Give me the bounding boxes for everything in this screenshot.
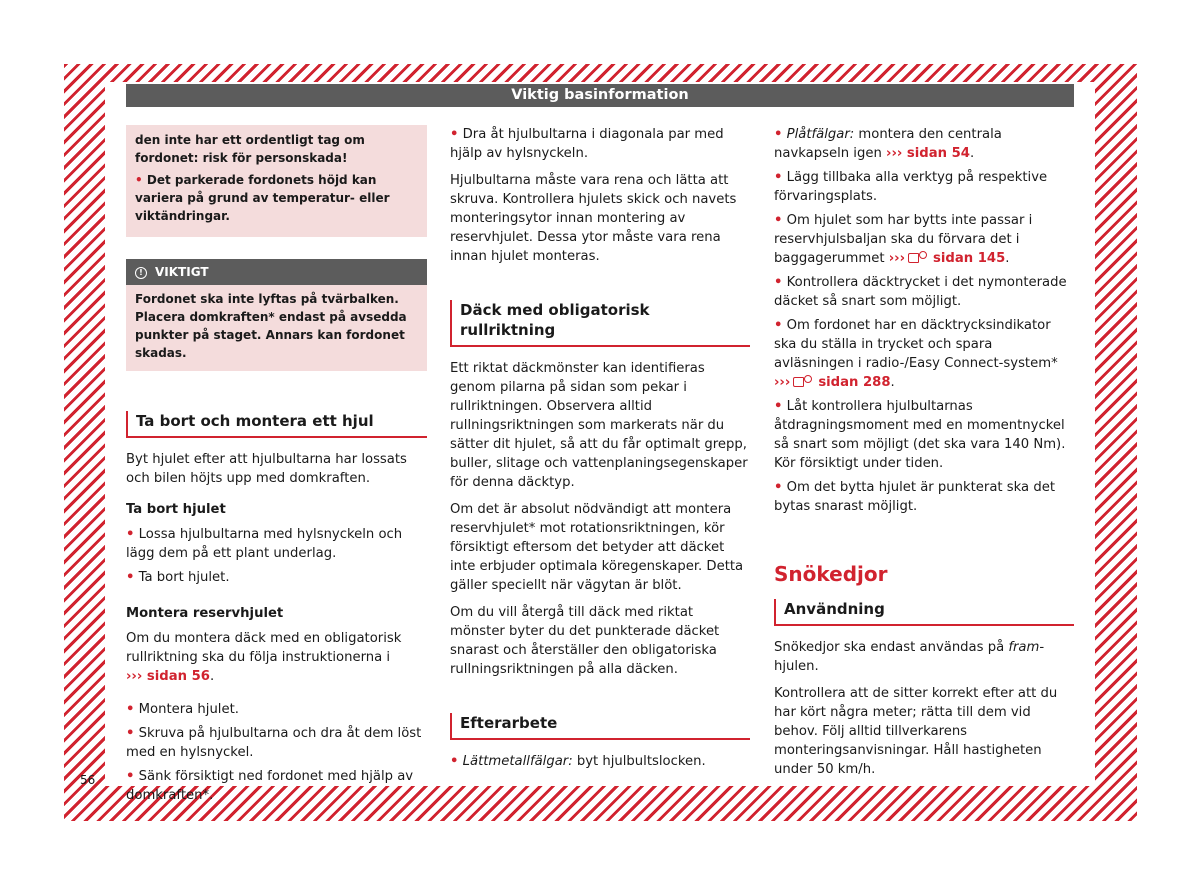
list-item: • Lägg tillbaka alla verktyg på respektive förvaringsplats.	[774, 170, 1048, 204]
list-item: • Om fordonet har en däcktrycksindikator ska du ställa in trycket och spara avläsningen i radio-/Easy Connect-system* ››› sidan 288.	[774, 318, 1058, 390]
warning-continued-text: den inte har ett ordentligt tag om fordonet: risk för personskada!	[135, 133, 365, 165]
column-left	[126, 125, 427, 810]
important-label: VIKTIGT	[155, 265, 209, 279]
list-item: • Om det bytta hjulet är punkterat ska det bytas snarast möjligt.	[774, 480, 1055, 514]
section-title-directional-tyres: Däck med obligatorisk rullriktning	[450, 300, 750, 347]
list-item: • Låt kontrollera hjulbultarnas åtdragningsmoment med en momentnyckel så snart som möjligt (det ska vara 140 Nm). Kör försiktigt under tiden.	[774, 399, 1066, 471]
column-middle	[450, 125, 750, 776]
subheading-remove-wheel: Ta bort hjulet	[126, 502, 226, 517]
important-notice	[126, 259, 427, 371]
section-title-usage: Användning	[774, 599, 1074, 626]
section-title-remove-mount: Ta bort och montera ett hjul	[126, 411, 427, 438]
section-intro: Byt hjulet efter att hjulbultarna har lossats och bilen höjts upp med domkraften.	[126, 452, 407, 486]
important-notice-text: Fordonet ska inte lyftas på tvärbalken. Placera domkraften* endast på avsedda punkter på staget. Annars kan fordonet skadas.	[126, 285, 427, 371]
paragraph: Kontrollera att de sitter korrekt efter att du har kört några meter; rätta till dem vid behov. Följ alltid tillverkarens monteringsanvisningar. Håll hastigheten under 50 km/h.	[774, 686, 1058, 777]
list-item: • Montera hjulet.	[126, 702, 239, 717]
chapter-title-snow-chains: Snökedjor	[774, 562, 888, 586]
page-reference-link[interactable]: ››› sidan 288	[774, 375, 891, 390]
book-search-icon	[908, 251, 930, 263]
paragraph: Snökedjor ska endast användas på fram-hjulen.	[774, 640, 1045, 674]
page-number: 56	[80, 773, 96, 787]
list-item: • Lättmetallfälgar: byt hjulbultslocken.	[450, 754, 706, 769]
list-item: • Dra åt hjulbultarna i diagonala par med hjälp av hylsnyckeln.	[450, 127, 724, 161]
mount-spare-text: Om du montera däck med en obligatorisk rullriktning ska du följa instruktionerna i ››› sidan 56.	[126, 631, 402, 684]
exclamation-icon: !	[135, 267, 147, 279]
column-right	[774, 125, 1074, 787]
important-notice-header	[126, 259, 427, 285]
list-item: • Sänk försiktigt ned fordonet med hjälp av domkraften*.	[126, 769, 414, 803]
list-item: • Ta bort hjulet.	[126, 570, 230, 585]
paragraph: Om du vill återgå till däck med riktat mönster byter du det punkterade däcket snarast och återställer den obligatoriska rullningsriktningen på alla däcken.	[450, 605, 720, 677]
subheading-mount-spare: Montera reservhjulet	[126, 606, 284, 621]
chapter-header: Viktig basinformation	[126, 84, 1074, 107]
bullet-icon: •	[135, 173, 143, 187]
paragraph: Ett riktat däckmönster kan identifieras genom pilarna på sidan som pekar i rullriktningen. Observera alltid rullningsriktningen som markerats när du sätter dit hjulet, så att du får optimalt grepp, buller, slitage och vattenplaningsegenskaper för denna däcktyp.	[450, 361, 748, 490]
page-reference-link[interactable]: ››› sidan 54	[886, 146, 970, 161]
list-item: • Plåtfälgar: montera den centrala navkapseln igen ››› sidan 54.	[774, 127, 1002, 161]
paragraph: Hjulbultarna måste vara rena och lätta att skruva. Kontrollera hjulets skick och navets monteringsytor innan montering av reservhjulet. Dessa ytor måste vara rena innan hjulet monteras.	[450, 173, 737, 264]
section-title-afterwork: Efterarbete	[450, 713, 750, 740]
list-item: • Kontrollera däcktrycket i det nymonterade däcket så snart som möjligt.	[774, 275, 1067, 309]
page-reference-link[interactable]: ››› sidan 145	[888, 251, 1006, 266]
paragraph: Om det är absolut nödvändigt att montera reservhjulet* mot rotationsriktningen, kör försiktigt eftersom det betyder att däcket inte erbjuder optimala köregenskaper. Detta gäller speciellt när vägytan är blöt.	[450, 502, 744, 593]
list-item: • Lossa hjulbultarna med hylsnyckeln och lägg dem på ett plant underlag.	[126, 527, 403, 561]
list-item: • Om hjulet som har bytts inte passar i reservhjulsbaljan ska du förvara det i baggagerummet ››› sidan 145.	[774, 213, 1033, 266]
page-reference-link[interactable]: ››› sidan 56	[126, 669, 210, 684]
warning-bullet: • Det parkerade fordonets höjd kan variera på grund av temperatur- eller viktändringar.	[135, 173, 390, 223]
warning-continuation-box	[126, 125, 427, 237]
list-item: • Skruva på hjulbultarna och dra åt dem löst med en hylsnyckel.	[126, 726, 422, 760]
book-search-icon	[793, 375, 815, 387]
